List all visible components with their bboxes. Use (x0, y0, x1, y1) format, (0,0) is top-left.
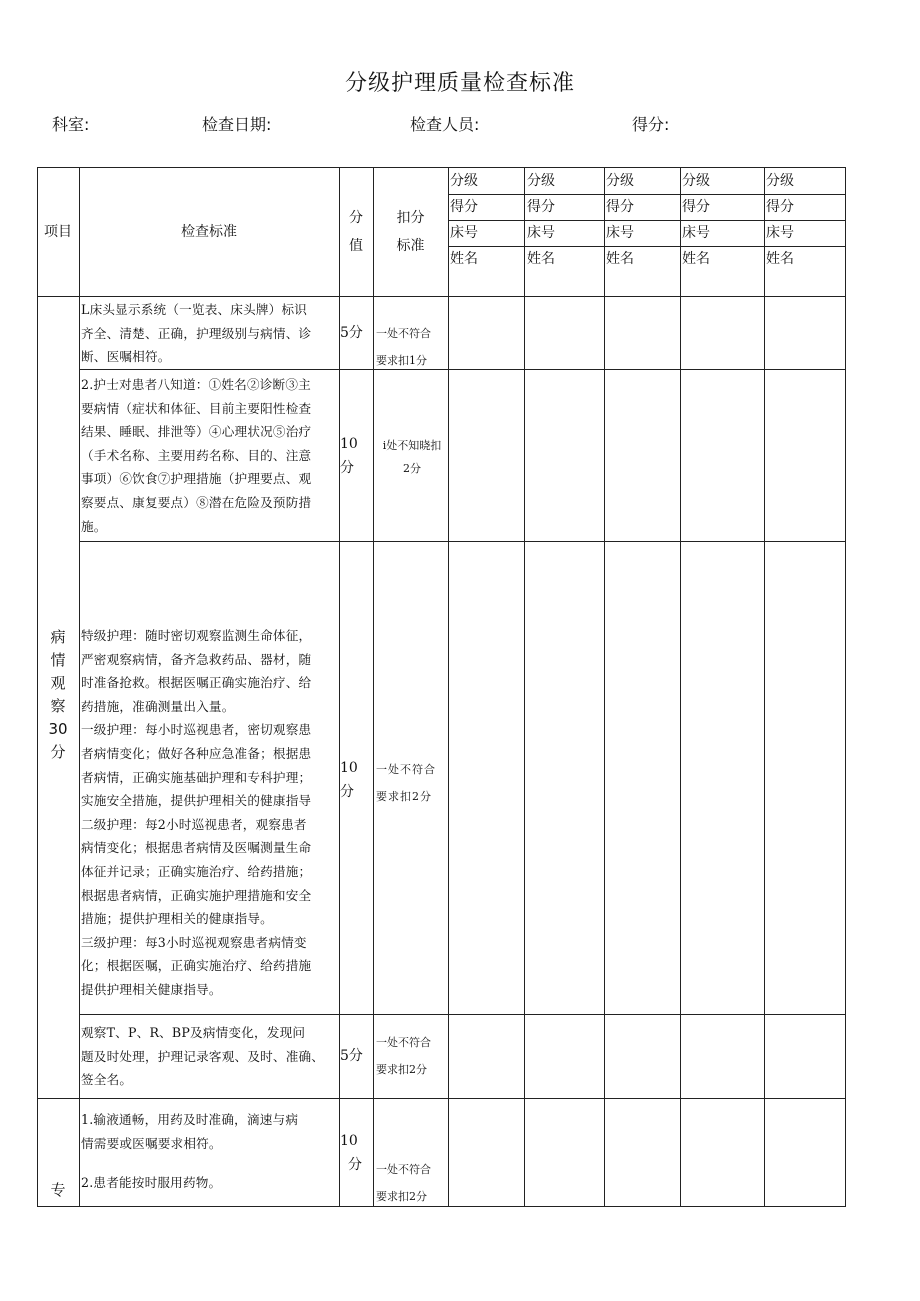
sub-grade: 分级 (766, 173, 794, 189)
sub-score: 得分 (450, 199, 478, 215)
sub-grade: 分级 (450, 173, 478, 189)
sub-bed: 床号 (682, 225, 710, 241)
points-row-3: 10 分 (340, 760, 358, 800)
header-item: 项目 (44, 224, 72, 240)
patient-col-1 (450, 168, 478, 272)
dept-label: 科室: (52, 115, 90, 134)
row-divider (79, 369, 846, 370)
sub-bed: 床号 (450, 225, 478, 241)
deduct-row-2: i处不知晓扣 2分 (382, 439, 442, 475)
deduct-row-3: 一处不符合 要求扣2分 (376, 763, 436, 803)
sub-score: 得分 (527, 199, 555, 215)
inspector-label: 检查人员: (410, 115, 480, 134)
sub-score: 得分 (682, 199, 710, 215)
table-col-divider (373, 167, 374, 1207)
table-border-right (845, 167, 846, 1207)
sub-grade: 分级 (682, 173, 710, 189)
sub-score: 得分 (606, 199, 634, 215)
table-col-divider (79, 167, 80, 1207)
sub-name: 姓名 (682, 251, 710, 267)
patient-col-2 (527, 168, 555, 272)
standard-row-5: 1.输液通畅，用药及时准确，滴速与病 情需要或医嘱要求相符。 2.患者能按时服用药物。 (81, 1112, 299, 1191)
header-deduct-2: 标准 (396, 238, 425, 254)
table-col-divider (764, 167, 765, 1207)
sub-grade: 分级 (606, 173, 634, 189)
sub-name: 姓名 (527, 251, 555, 267)
deduct-row-4: 一处不符合 要求扣2分 (376, 1036, 431, 1076)
patient-col-4 (682, 168, 710, 272)
row-divider (79, 1014, 846, 1015)
page-title: 分级护理质量检查标准 (344, 71, 575, 96)
sub-score: 得分 (766, 199, 794, 215)
table-col-divider (524, 167, 525, 1207)
table-col-divider (448, 167, 449, 1207)
section-label-specialty: 专 (50, 1181, 66, 1199)
header-bottom (37, 296, 846, 297)
sub-name: 姓名 (606, 251, 634, 267)
points-row-1: 5分 (340, 325, 363, 341)
sub-name: 姓名 (450, 251, 478, 267)
header-points-2: 值 (349, 238, 363, 254)
table-border-top (37, 167, 846, 168)
row-divider (79, 541, 846, 542)
sub-bed: 床号 (527, 225, 555, 241)
points-row-2: 10 分 (340, 436, 358, 476)
header-standard: 检查标准 (181, 224, 237, 240)
patient-col-3 (606, 168, 634, 272)
patient-col-5 (766, 168, 794, 272)
table-col-divider (604, 167, 605, 1207)
date-label: 检查日期: (202, 115, 272, 134)
deduct-row-5: 一处不符合 要求扣2分 (376, 1163, 431, 1203)
deduct-row-1: 一处不符合 要求扣1分 (376, 327, 431, 367)
section-divider (37, 1098, 846, 1099)
header-deduct-1: 扣分 (396, 210, 425, 226)
sub-name: 姓名 (766, 251, 794, 267)
standard-row-2: 2.护士对患者八知道：①姓名②诊断③主 要病情（症状和体征、目前主要阳性检查 结果、睡眠、排泄等）④心理状况⑤治疗 （手术名称、主要用药名称、目的、注意 事项）⑥饮食⑦护理措施（护理要点、观 察要点、康复要点）⑧潜在危险及预防措 施。 (81, 377, 312, 534)
points-row-4: 5分 (340, 1048, 363, 1064)
standard-row-4: 观察T、P、R、BP及病情变化，发现问 题及时处理，护理记录客观、及时、准确、 签全名。 (81, 1025, 325, 1088)
standard-row-1: L床头显示系统（一览表、床头牌）标识 齐全、清楚、正确，护理级别与病情、诊 断、医嘱相符。 (81, 302, 312, 365)
sub-grade: 分级 (527, 173, 555, 189)
table-col-divider (680, 167, 681, 1207)
table-bottom-cut (37, 1206, 846, 1207)
section-label-observation: 病 情 观 察 30 分 (48, 628, 68, 761)
standard-row-3: 特级护理：随时密切观察监测生命体征， 严密观察病情，备齐急救药品、器材，随 时准备抢救。根据医嘱正确实施治疗、给 药措施，准确测量出入量。 一级护理：每小时巡视患者，密切观察患 者病情变化；做好各种应急准备；根据患 者病情，正确实施基础护理和专科护理； 实施安全措施，提供护理相关的健康指导 二级护理：每2小时巡视患者，观察患者 病情变化；根据患者病情及医嘱测量生命 体征并记录；正确实施治疗、给药措施； 根据患者病情，正确实施护理措施和安全 措施；提供护理相关的健康指导。 三级护理：每3小时巡视观察患者病情变 化；根据医嘱，正确实施治疗、给药措施 提供护理相关健康指导。 (81, 628, 312, 997)
points-row-5: 10 分 (340, 1133, 362, 1173)
sub-bed: 床号 (766, 225, 794, 241)
header-points-1: 分 (349, 210, 363, 226)
score-label: 得分: (632, 115, 670, 134)
sub-bed: 床号 (606, 225, 634, 241)
